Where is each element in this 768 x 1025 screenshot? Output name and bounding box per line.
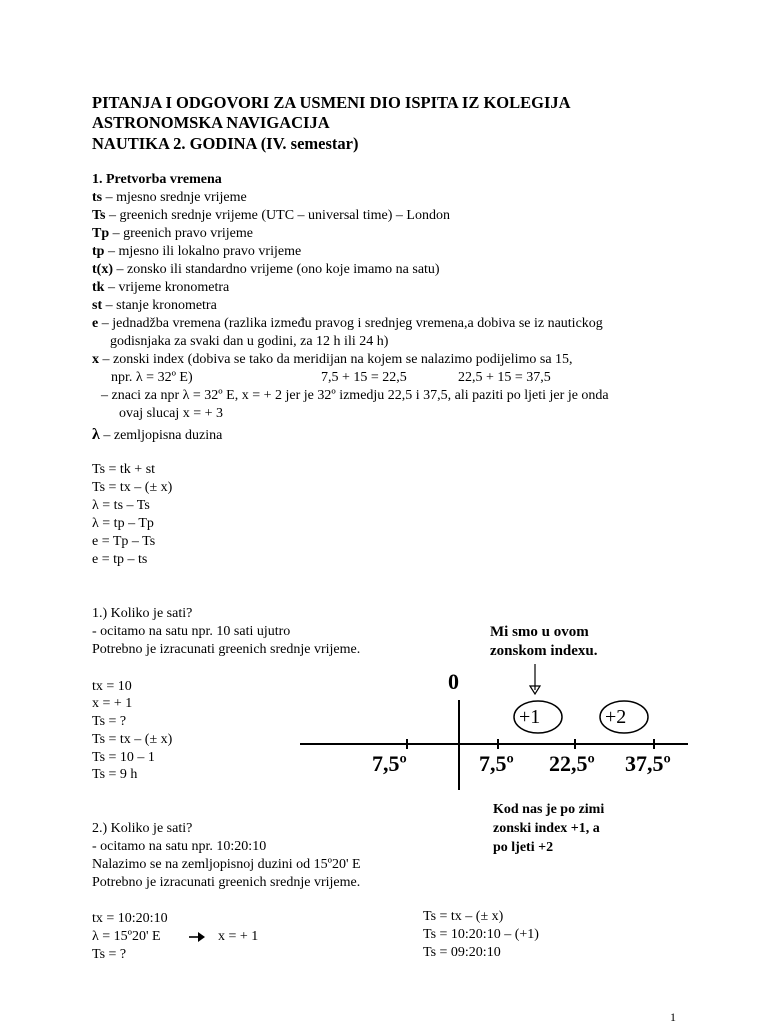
definition-tp: tp – mjesno ili lokalno pravo vrijeme: [92, 244, 302, 259]
x-example-3: 22,5 + 15 = 37,5: [458, 370, 551, 385]
question-1-text: Potrebno je izracunati greenich srednje vrijeme.: [92, 642, 361, 657]
definition-st: st – stanje kronometra: [92, 298, 217, 313]
formula: e = tp – ts: [92, 552, 148, 567]
formula: λ = ts – Ts: [92, 498, 150, 513]
definition-Tp: Tp – greenich pravo vrijeme: [92, 226, 253, 241]
x-example-1: npr. λ = 32º E): [111, 370, 193, 385]
x-note-1: – znaci za npr λ = 32º E, x = + 2 jer je 32º izmedju 22,5 i 37,5, ali paziti po ljeti jer je onda: [101, 388, 609, 403]
definition-tk: tk – vrijeme kronometra: [92, 280, 230, 295]
question-2-heading: 2.) Koliko je sati?: [92, 821, 193, 836]
calc-line: Ts = 09:20:10: [423, 945, 501, 960]
calc-result: x = + 1: [218, 929, 259, 944]
diagram-note-bottom-3: po ljeti +2: [493, 840, 554, 855]
calc-line: Ts = 10 – 1: [92, 750, 155, 765]
definition-lambda: λ – zemljopisna duzina: [92, 426, 223, 443]
calc-line: tx = 10: [92, 679, 132, 694]
definition-e-continued: godisnjaka za svaki dan u godini, za 12 h ili 24 h): [110, 334, 389, 349]
diagram-note-top-2: zonskom indexu.: [490, 643, 598, 659]
axis-label: 22,5º: [549, 751, 595, 776]
calc-line: Ts = tx – (± x): [423, 909, 504, 924]
definition-tx: t(x) – zonsko ili standardno vrijeme (ono koje imamo na satu): [92, 262, 440, 277]
definition-ts: ts – mjesno srednje vrijeme: [92, 190, 247, 205]
definition-e: e – jednadžba vremena (razlika između pravog i srednjeg vremena,a dobiva se iz nautickog: [92, 316, 603, 331]
axis-label: 37,5º: [625, 751, 671, 776]
calc-line: Ts = 10:20:10 – (+1): [423, 927, 539, 942]
section-heading: 1. Pretvorba vremena: [92, 172, 222, 187]
axis-label: 7,5º: [479, 751, 514, 776]
axis-label: 7,5º: [372, 751, 407, 776]
zero-label: 0: [448, 669, 459, 694]
right-arrow-icon: [188, 929, 206, 950]
question-1-heading: 1.) Koliko je sati?: [92, 606, 193, 621]
question-2-text: Potrebno je izracunati greenich srednje vrijeme.: [92, 875, 361, 890]
calc-line: λ = 15º20' E: [92, 929, 161, 944]
diagram-note-top-1: Mi smo u ovom: [490, 624, 589, 640]
definition-Ts: Ts – greenich srednje vrijeme (UTC – universal time) – London: [92, 208, 450, 223]
calc-line: Ts = ?: [92, 714, 127, 729]
calc-line: Ts = ?: [92, 947, 127, 962]
diagram-note-bottom-1: Kod nas je po zimi: [493, 802, 605, 817]
zone-plus1-label: +1: [519, 706, 541, 728]
question-1-text: - ocitamo na satu npr. 10 sati ujutro: [92, 624, 291, 639]
calc-line: x = + 1: [92, 696, 133, 711]
formula: Ts = tk + st: [92, 462, 156, 477]
formula: e = Tp – Ts: [92, 534, 156, 549]
document-title-line-1: PITANJA I ODGOVORI ZA USMENI DIO ISPITA IZ KOLEGIJA: [92, 93, 571, 112]
document-title-line-3: NAUTIKA 2. GODINA (IV. semestar): [92, 134, 359, 153]
document-title-line-2: ASTRONOMSKA NAVIGACIJA: [92, 113, 330, 132]
calc-line: Ts = 9 h: [92, 767, 138, 782]
formula: Ts = tx – (± x): [92, 480, 173, 495]
zone-plus2-label: +2: [605, 706, 627, 728]
definition-x: x – zonski index (dobiva se tako da meridijan na kojem se nalazimo podijelimo sa 15,: [92, 352, 573, 367]
x-note-2: ovaj slucaj x = + 3: [119, 406, 224, 421]
x-example-2: 7,5 + 15 = 22,5: [321, 370, 407, 385]
question-2-text: - ocitamo na satu npr. 10:20:10: [92, 839, 267, 854]
formula: λ = tp – Tp: [92, 516, 154, 531]
question-2-text: Nalazimo se na zemljopisnoj duzini od 15º20' E: [92, 857, 361, 872]
calc-line: tx = 10:20:10: [92, 911, 168, 926]
calc-line: Ts = tx – (± x): [92, 732, 173, 747]
page-number: 1: [670, 1010, 676, 1024]
diagram-note-bottom-2: zonski index +1, a: [493, 821, 600, 836]
